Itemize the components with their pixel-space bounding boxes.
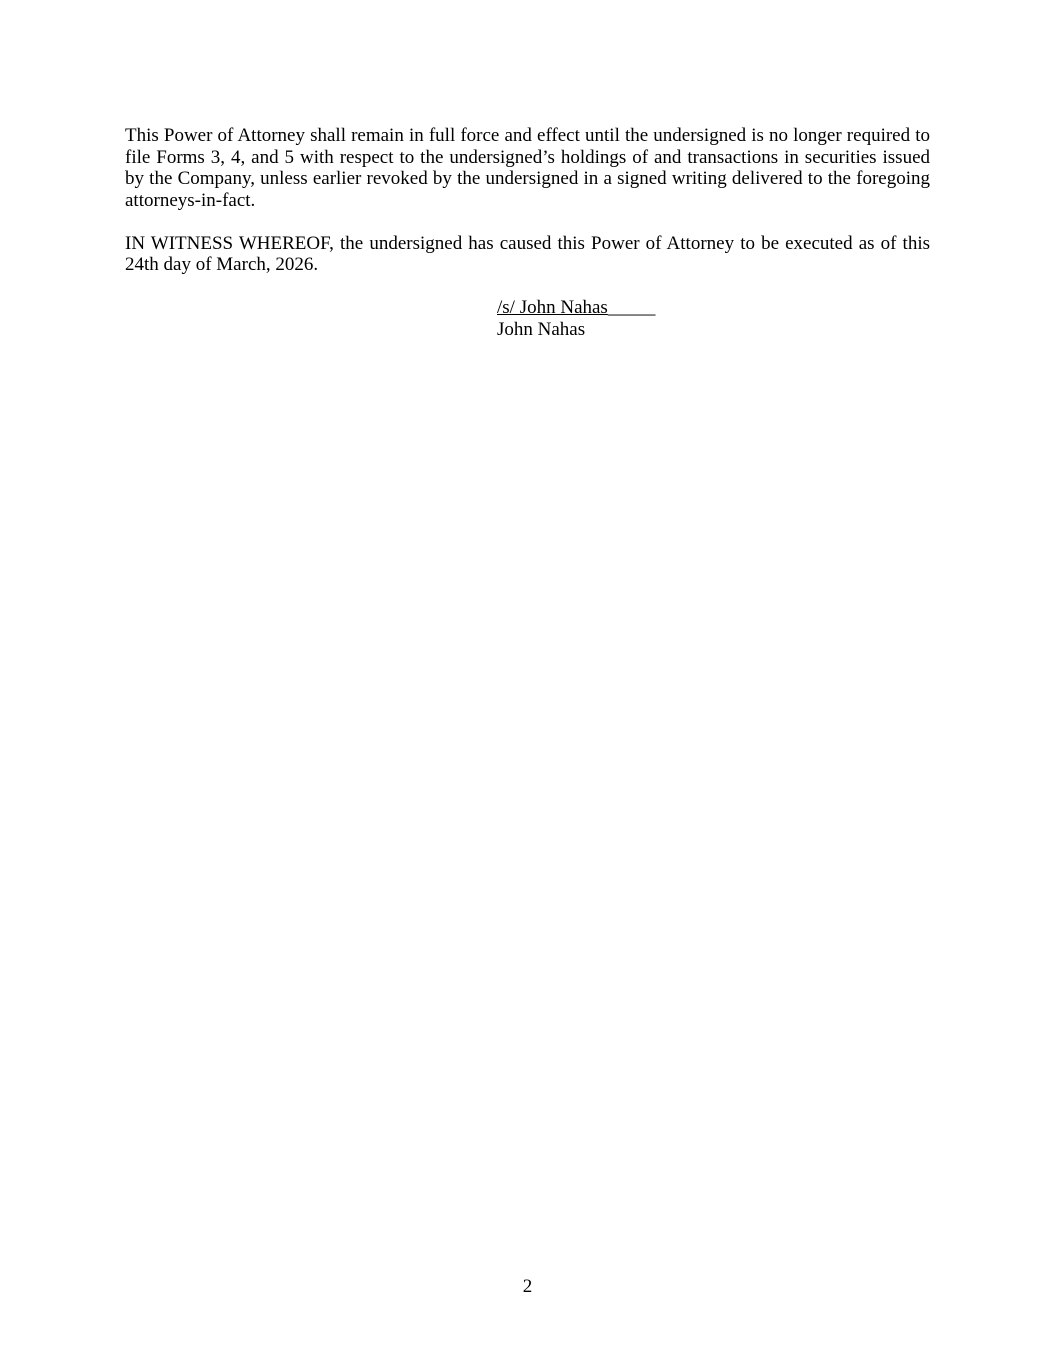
page-number: 2: [522, 1276, 533, 1297]
paragraph-witness-clause: IN WITNESS WHEREOF, the undersigned has caused this Power of Attorney to be executed as of this 24th day of March, 2026.: [125, 232, 930, 275]
signatory-printed-name: John Nahas: [497, 318, 586, 340]
paragraph-duration-clause: This Power of Attorney shall remain in full force and effect until the undersigned is no longer required to file Forms 3, 4, and 5 with respect to the undersigned’s holdings of and transactions in securities issued by the Company, unless earlier revoked by the undersigned in a signed writing delivered to the foregoing attorneys-in-fact.: [125, 125, 930, 211]
signature-line-trail: _____: [607, 297, 656, 318]
document-body: [125, 125, 930, 340]
conformed-signature: /s/ John Nahas: [497, 297, 608, 318]
signature-block: [497, 297, 930, 340]
signature-line: [497, 297, 930, 319]
